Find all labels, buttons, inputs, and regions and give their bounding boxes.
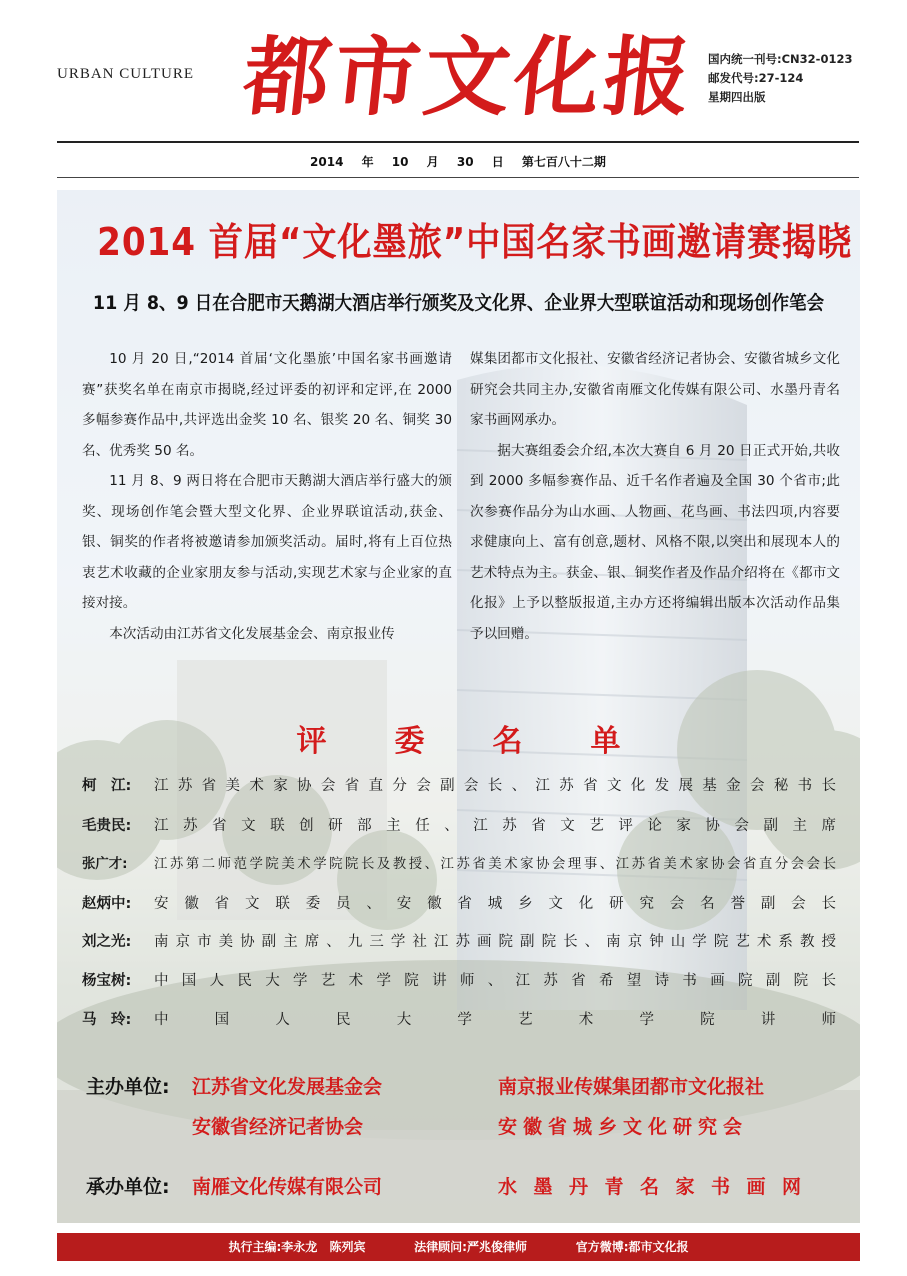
jury-member bbox=[82, 969, 836, 990]
masthead-rule bbox=[57, 141, 859, 143]
jury-desc: 中国人民大学艺术学院讲师、江苏省希望诗书画院副院长 bbox=[154, 973, 836, 989]
jury-desc: 江苏第二师范学院美术学院院长及教授、江苏省美术家协会理事、江苏省美术家协会省直分会会长 bbox=[154, 857, 836, 872]
jury-member bbox=[82, 892, 836, 913]
dateline-rule bbox=[57, 177, 859, 178]
paragraph: 媒集团都市文化报社、安徽省经济记者协会、安徽省城乡文化研究会共同主办,安徽省南雁文化传媒有限公司、水墨丹青名家书画网承办。 bbox=[470, 351, 840, 428]
host-org: 安徽省城乡文化研究会 bbox=[498, 1116, 749, 1138]
host-label: 主办单位: bbox=[86, 1076, 170, 1098]
jury-member bbox=[82, 930, 836, 951]
dateline bbox=[57, 153, 859, 170]
jury-name: 刘之光: bbox=[82, 934, 132, 950]
jury-desc: 江苏省文联创研部主任、江苏省文艺评论家协会副主席 bbox=[154, 818, 836, 834]
host-org: 南京报业传媒集团都市文化报社 bbox=[498, 1076, 765, 1098]
paragraph: 10 月 20 日,“2014 首届‘文化墨旅’中国名家书画邀请赛”获奖名单在南京市揭晓,经过评委的初评和定评,在 2000 多幅参赛作品中,共评选出金奖 10 名、银奖 20 名、铜奖 30 名、优秀奖 50 名。 bbox=[82, 351, 452, 459]
issue-number: 第七百八十二期 bbox=[521, 155, 606, 169]
host-org: 安徽省经济记者协会 bbox=[192, 1116, 364, 1138]
issue-date: 2014 年 10 月 30 日 bbox=[310, 155, 504, 169]
jury-name: 赵炳中: bbox=[82, 896, 132, 912]
jury-desc: 中国人民大学艺术学院讲师 bbox=[154, 1012, 836, 1028]
publication-info bbox=[708, 50, 852, 107]
jury-title: 评委名单 bbox=[296, 724, 689, 759]
paragraph: 据大赛组委会介绍,本次大赛自 6 月 20 日正式开始,共收到 2000 多幅参赛作品、近千名作者遍及全国 30 个省市;此次参赛作品分为山水画、人物画、花鸟画、书法四项,内容要求健康向上、富有创意,题材、风格不限,以突出和展现本人的艺术特点为主。获金、银、铜奖作者及作品介绍将在《都市文化报》上予以整版报道,主办方还将编辑出版本次活动作品集予以回赠。 bbox=[470, 442, 840, 642]
paragraph: 11 月 8、9 两日将在合肥市天鹅湖大酒店举行盛大的颁奖、现场创作笔会暨大型文化界、企业界联谊活动,获金、银、铜奖的作者将被邀请参加颁奖活动。届时,将有上百位热衷艺术收藏的企业家朋友参与活动,实现艺术家与企业家的直接对接。 bbox=[82, 473, 452, 611]
undertaker-org: 水墨丹青名家书画网 bbox=[498, 1176, 818, 1198]
jury-name: 杨宝树: bbox=[82, 973, 132, 989]
footer-editor: 执行主编:李永龙 陈列宾 bbox=[228, 1240, 366, 1254]
host-org: 江苏省文化发展基金会 bbox=[192, 1076, 383, 1098]
jury-desc: 安徽省文联委员、安徽省城乡文化研究会名誉副会长 bbox=[154, 896, 836, 912]
undertaker-org: 南雁文化传媒有限公司 bbox=[192, 1176, 383, 1198]
jury-desc: 南京市美协副主席、九三学社江苏画院副院长、南京钟山学院艺术系教授 bbox=[154, 934, 836, 950]
article-left-column bbox=[82, 344, 452, 649]
headline: 2014 首届“文化墨旅”中国名家书画邀请赛揭晓 bbox=[97, 220, 853, 264]
jury-name: 柯 江: bbox=[82, 778, 132, 794]
jury-name: 马 玲: bbox=[82, 1012, 132, 1028]
edition: 星期四出版 bbox=[708, 90, 766, 104]
jury-name: 毛贵民: bbox=[82, 818, 132, 834]
jury-member bbox=[82, 774, 836, 795]
undertaker-label: 承办单位: bbox=[86, 1176, 170, 1198]
postal-code: 邮发代号:27-124 bbox=[708, 71, 804, 85]
jury-member bbox=[82, 853, 836, 872]
issn: 国内统一刊号:CN32-0123 bbox=[708, 52, 853, 66]
jury-desc: 江苏省美术家协会省直分会副会长、江苏省文化发展基金会秘书长 bbox=[154, 778, 836, 794]
jury-name: 张广才: bbox=[82, 857, 128, 872]
footer-legal: 法律顾问:严兆俊律师 bbox=[414, 1240, 527, 1254]
english-name: URBAN CULTURE bbox=[57, 66, 195, 82]
jury-member bbox=[82, 814, 836, 835]
footer-weibo: 官方微博:都市文化报 bbox=[575, 1240, 689, 1254]
paragraph: 本次活动由江苏省文化发展基金会、南京报业传 bbox=[109, 625, 395, 642]
footer-bar bbox=[57, 1233, 860, 1261]
jury-member bbox=[82, 1008, 836, 1029]
newspaper-title: 都市文化报 bbox=[238, 27, 700, 128]
subheadline: 11 月 8、9 日在合肥市天鹅湖大酒店举行颁奖及文化界、企业界大型联谊活动和现场创作笔会 bbox=[92, 292, 825, 314]
article-right-column bbox=[470, 344, 840, 649]
